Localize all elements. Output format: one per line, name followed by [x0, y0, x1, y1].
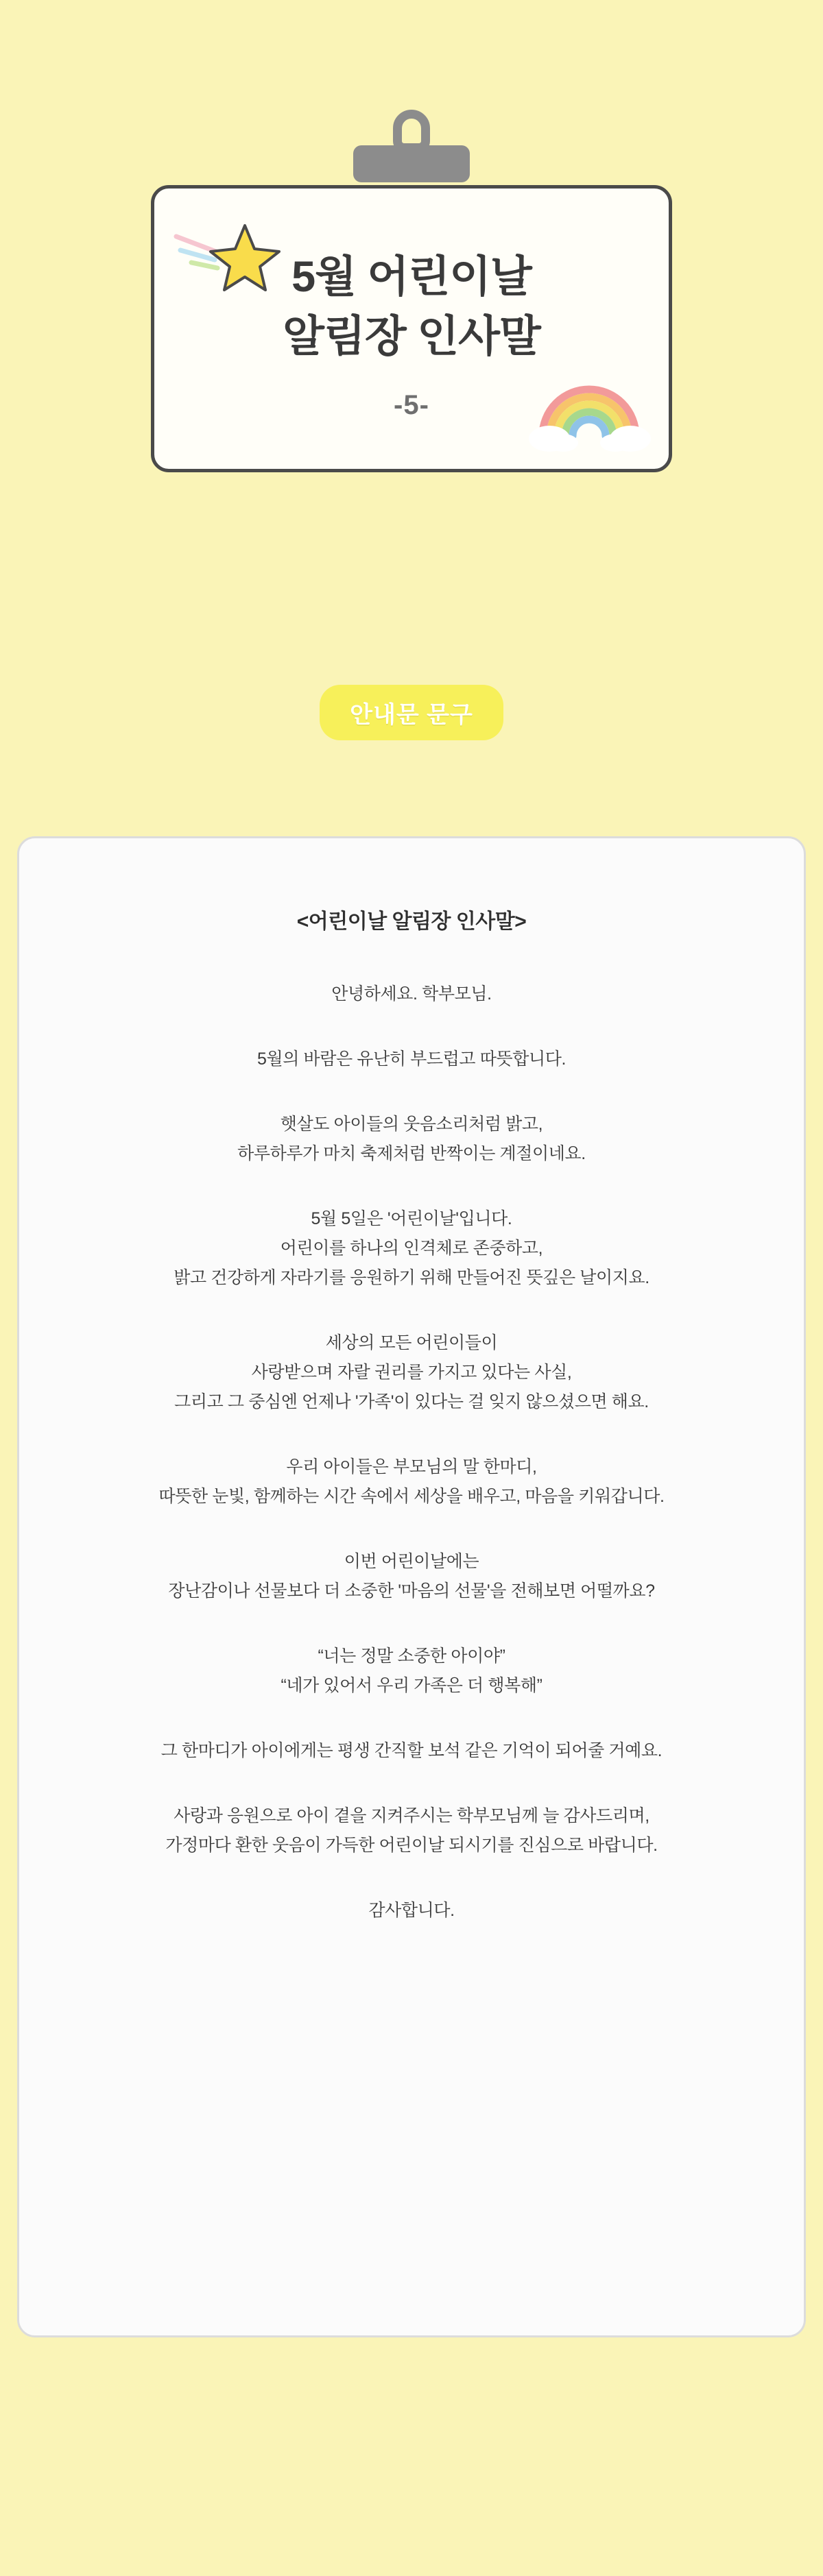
notice-paragraph	[67, 980, 756, 1009]
page-subtitle: -5-	[394, 389, 429, 420]
notice-line: 그리고 그 중심엔 언제나 '가족'이 있다는 걸 잊지 않으셨으면 해요.	[174, 1392, 649, 1411]
notice-line: 5월 5일은 '어린이날'입니다.	[311, 1208, 512, 1228]
notice-paragraph	[67, 1547, 756, 1606]
notice-line: 우리 아이들은 부모님의 말 한마디,	[286, 1457, 537, 1477]
notice-line: 안녕하세요. 학부모님.	[331, 984, 492, 1004]
notice-line: 장난감이나 선물보다 더 소중한 '마음의 선물'을 전해보면 어떨까요?	[168, 1581, 655, 1601]
notice-paragraph	[67, 1642, 756, 1701]
section-pill: 안내문 문구	[320, 685, 503, 740]
notice-paragraph	[67, 1204, 756, 1293]
notice-line: 밝고 건강하게 자라기를 응원하기 위해 만들어진 뜻깊은 날이지요.	[174, 1267, 649, 1287]
header-card	[151, 185, 672, 472]
notice-paragraph-list	[67, 980, 756, 1925]
notice-line: 사랑과 응원으로 아이 곁을 지켜주시는 학부모님께 늘 감사드리며,	[174, 1806, 649, 1825]
notice-paragraph	[67, 1328, 756, 1417]
notice-line: 세상의 모든 어린이들이	[325, 1333, 498, 1352]
notice-paragraph	[67, 1736, 756, 1766]
notice-title: <어린이날 알림장 인사말>	[296, 910, 527, 933]
clip-bar-shape	[353, 145, 470, 182]
page-title	[182, 247, 641, 367]
notice-line: 감사합니다.	[368, 1900, 455, 1920]
notice-line: 어린이를 하나의 인격체로 존중하고,	[280, 1238, 543, 1258]
notice-line: 이번 어린이날에는	[344, 1551, 479, 1571]
notice-line: 가정마다 환한 웃음이 가득한 어린이날 되시기를 진심으로 바랍니다.	[165, 1835, 658, 1855]
notice-line: 그 한마디가 아이에게는 평생 간직할 보석 같은 기억이 되어줄 거예요.	[160, 1740, 663, 1760]
notice-line: 따뜻한 눈빛, 함께하는 시간 속에서 세상을 배우고, 마음을 키워갑니다.	[158, 1486, 665, 1506]
notice-body-card	[17, 836, 806, 2337]
notice-line: 햇살도 아이들의 웃음소리처럼 밝고,	[280, 1114, 543, 1134]
notice-line: 5월의 바람은 유난히 부드럽고 따뜻합니다.	[257, 1049, 566, 1069]
notice-line: “너는 정말 소중한 아이야”	[318, 1646, 505, 1666]
header-card-wrapper	[151, 185, 672, 472]
notice-paragraph	[67, 1896, 756, 1925]
notice-paragraph	[67, 1045, 756, 1074]
notice-paragraph	[67, 1110, 756, 1169]
notice-line: “네가 있어서 우리 가족은 더 행복해”	[281, 1675, 542, 1695]
notice-paragraph	[67, 1801, 756, 1860]
page-title-line1: 5월 어린이날	[291, 253, 532, 301]
page-title-line2: 알림장 인사말	[283, 312, 540, 361]
clipboard-clip-icon	[353, 110, 470, 192]
notice-paragraph	[67, 1453, 756, 1511]
notice-line: 하루하루가 마치 축제처럼 반짝이는 계절이네요.	[237, 1143, 586, 1163]
notice-line: 사랑받으며 자랄 권리를 가지고 있다는 사실,	[251, 1362, 572, 1382]
